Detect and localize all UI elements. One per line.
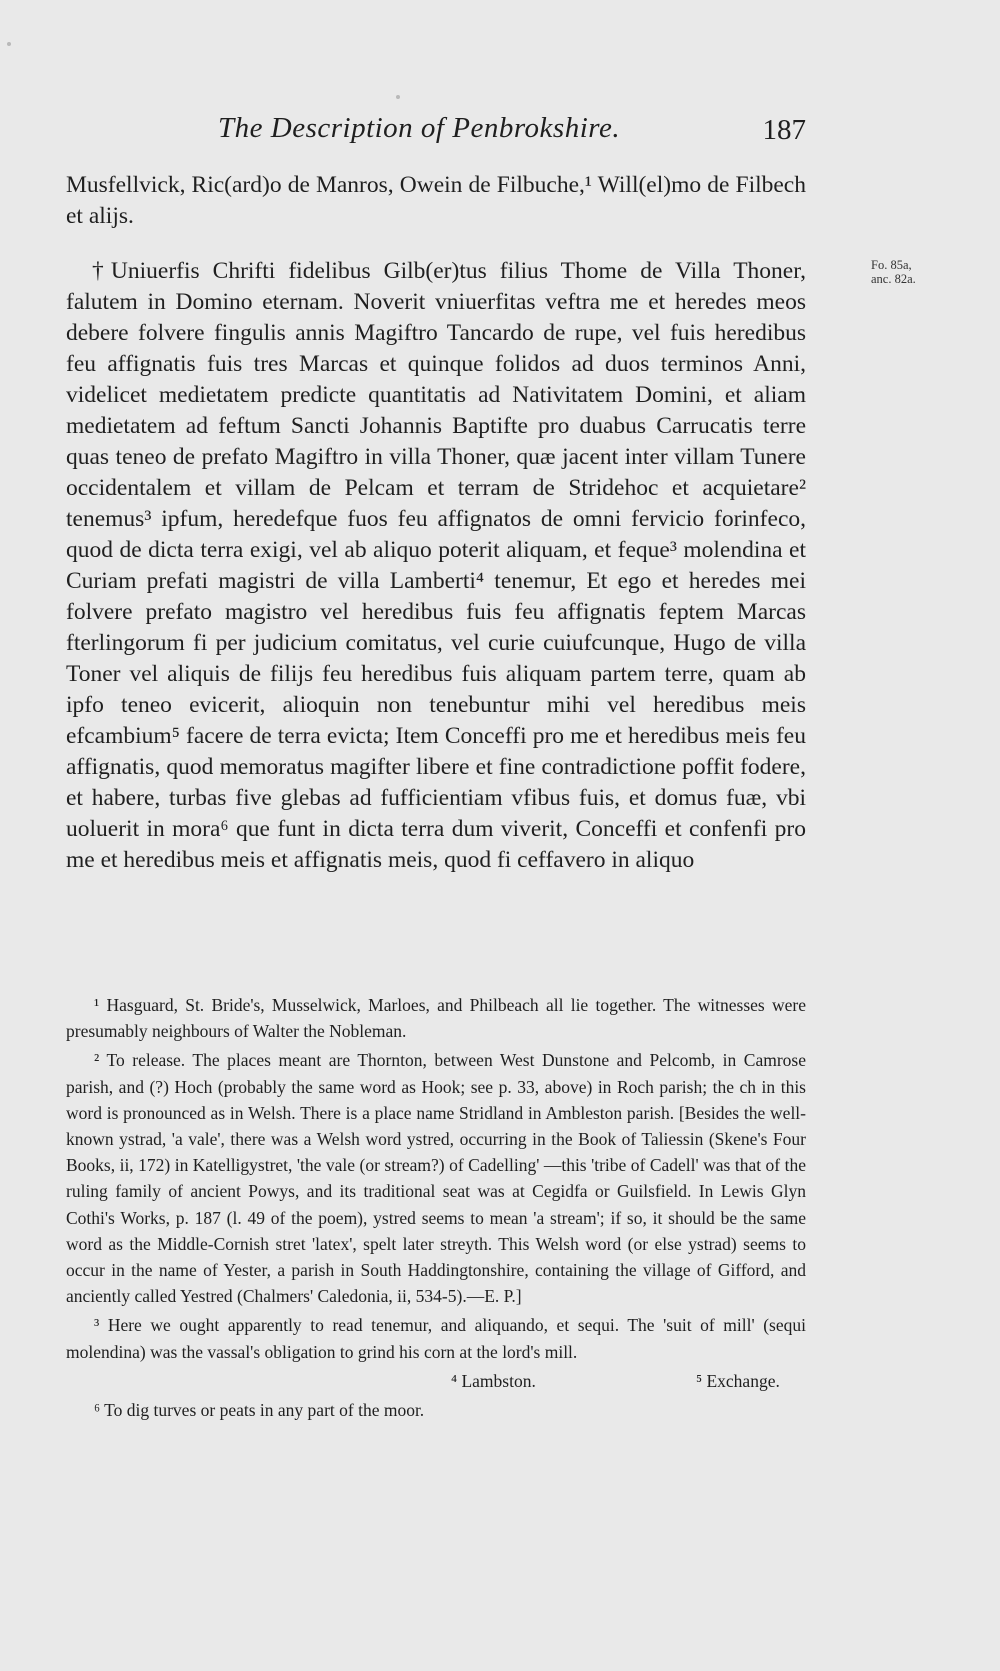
footnote-row [66, 1368, 806, 1394]
page-speck [396, 95, 400, 99]
running-title: The Description of Penbrokshire. [218, 112, 621, 144]
page-speck [7, 42, 11, 46]
witness-list-paragraph: Musfellvick, Ric(ard)o de Manros, Owein de Filbuche,¹ Will(el)mo de Filbech et alijs. [66, 172, 806, 229]
footnote-3: ³ Here we ought apparently to read tenemur, and aliquando, et sequi. The 'suit of mill' (sequi molendina) was the vassal's obligation to grind his corn at the lord's mill. [66, 1315, 806, 1362]
folio-margin-note [871, 258, 916, 286]
footnote-2: ² To release. The places meant are Thornton, between West Dunstone and Pelcomb, in Camrose parish, and (?) Hoch (probably the same word as Hook; see p. 33, above) in Roch parish; the ch in this word is pronounced as in Welsh. There is a place name Stridland in Ambleston parish. [Besides the well-known ystrad, 'a vale', there was a Welsh word ystred, occurring in the Book of Taliessin (Skene's Four Books, ii, 172) in Katelligystret, 'the vale (or stream?) of Cadelling' —this 'tribe of Cadell' was that of the ruling family of ancient Powys, and its traditional seat was at Cegidfa or Guilsfield. In Lewis Glyn Cothi's Works, p. 187 (l. 49 of the poem), ystred seems to mean 'a stream'; if so, it should be the same word as the Middle-Cornish stret 'latex', spelt later streyth. This Welsh word (or else ystrad) seems to occur in the name of Yester, a parish in South Haddingtonshire, containing the village of Gifford, and anciently called Yestred (Chalmers' Caledonia, ii, 534-5).—E. P.] [66, 1050, 806, 1307]
footnote-5: ⁵ Exchange. [696, 1370, 780, 1391]
footnote-1: ¹ Hasguard, St. Bride's, Musselwick, Marloes, and Philbeach all lie together. The witnesses were presumably neighbours of Walter the Nobleman. [66, 995, 806, 1042]
main-text [66, 170, 806, 876]
footnote-4: ⁴ Lambston. [451, 1370, 536, 1391]
footnote-6: ⁶ To dig turves or peats in any part of the moor. [94, 1400, 425, 1421]
margin-note-line: Fo. 85a, [871, 258, 912, 272]
charter-paragraph: †Uniuerfis Chrifti fidelibus Gilb(er)tus filius Thome de Villa Thoner, falutem in Domino eternam. Noverit vniuerfitas veftra me et heredes meos debere folvere fingulis annis Magiftro Tancardo de rupe, vel fuis heredibus feu affignatis fuis tres Marcas et quinque folidos ad duos terminos Anni, videlicet medietatem predicte quantitatis ad Nativitatem Domini, et aliam medietatem ad feftum Sancti Johannis Baptifte pro duabus Carrucatis terre quas teneo de prefato Magiftro in villa Thoner, quæ jacent inter villam Tunere occidentalem et villam de Pelcam et terram de Stridehoc et acquietare² tenemus³ ipfum, heredefque fuos feu affignatos de omni fervicio forinfeco, quod de dicta terra exigi, vel ab aliquo poterit aliquam, et feque³ molendina et Curiam prefati magistri de villa Lamberti⁴ tenemur, Et ego et heredes mei folvere prefato magistro vel heredibus fuis feu affignatis feptem Marcas fterlingorum fi per judicium comitatus, vel curie cuiufcunque, Hugo de villa Toner vel aliquis de filijs feu heredibus fuis aliquam partem terre, quam ab ipfo teneo evicerit, alioquin non tenebuntur mihi vel heredibus meis efcambium⁵ facere de terra evicta; Item Conceffi pro me et heredibus meis feu affignatis, quod memoratus magifter libere et fine contradictione poffit fodere, et habere, turbas five glebas ad fufficientiam vfibus fuis, et domus fuæ, vbi uoluerit in mora⁶ que funt in dicta terra dum viverit, Conceffi et confenfi pro me et heredibus meis et affignatis meis, quod fi ceffavero in aliquo [66, 258, 806, 873]
page-header [66, 112, 806, 156]
page-number: 187 [762, 114, 806, 146]
margin-note-line: anc. 82a. [871, 272, 916, 286]
footnotes [66, 992, 806, 1423]
